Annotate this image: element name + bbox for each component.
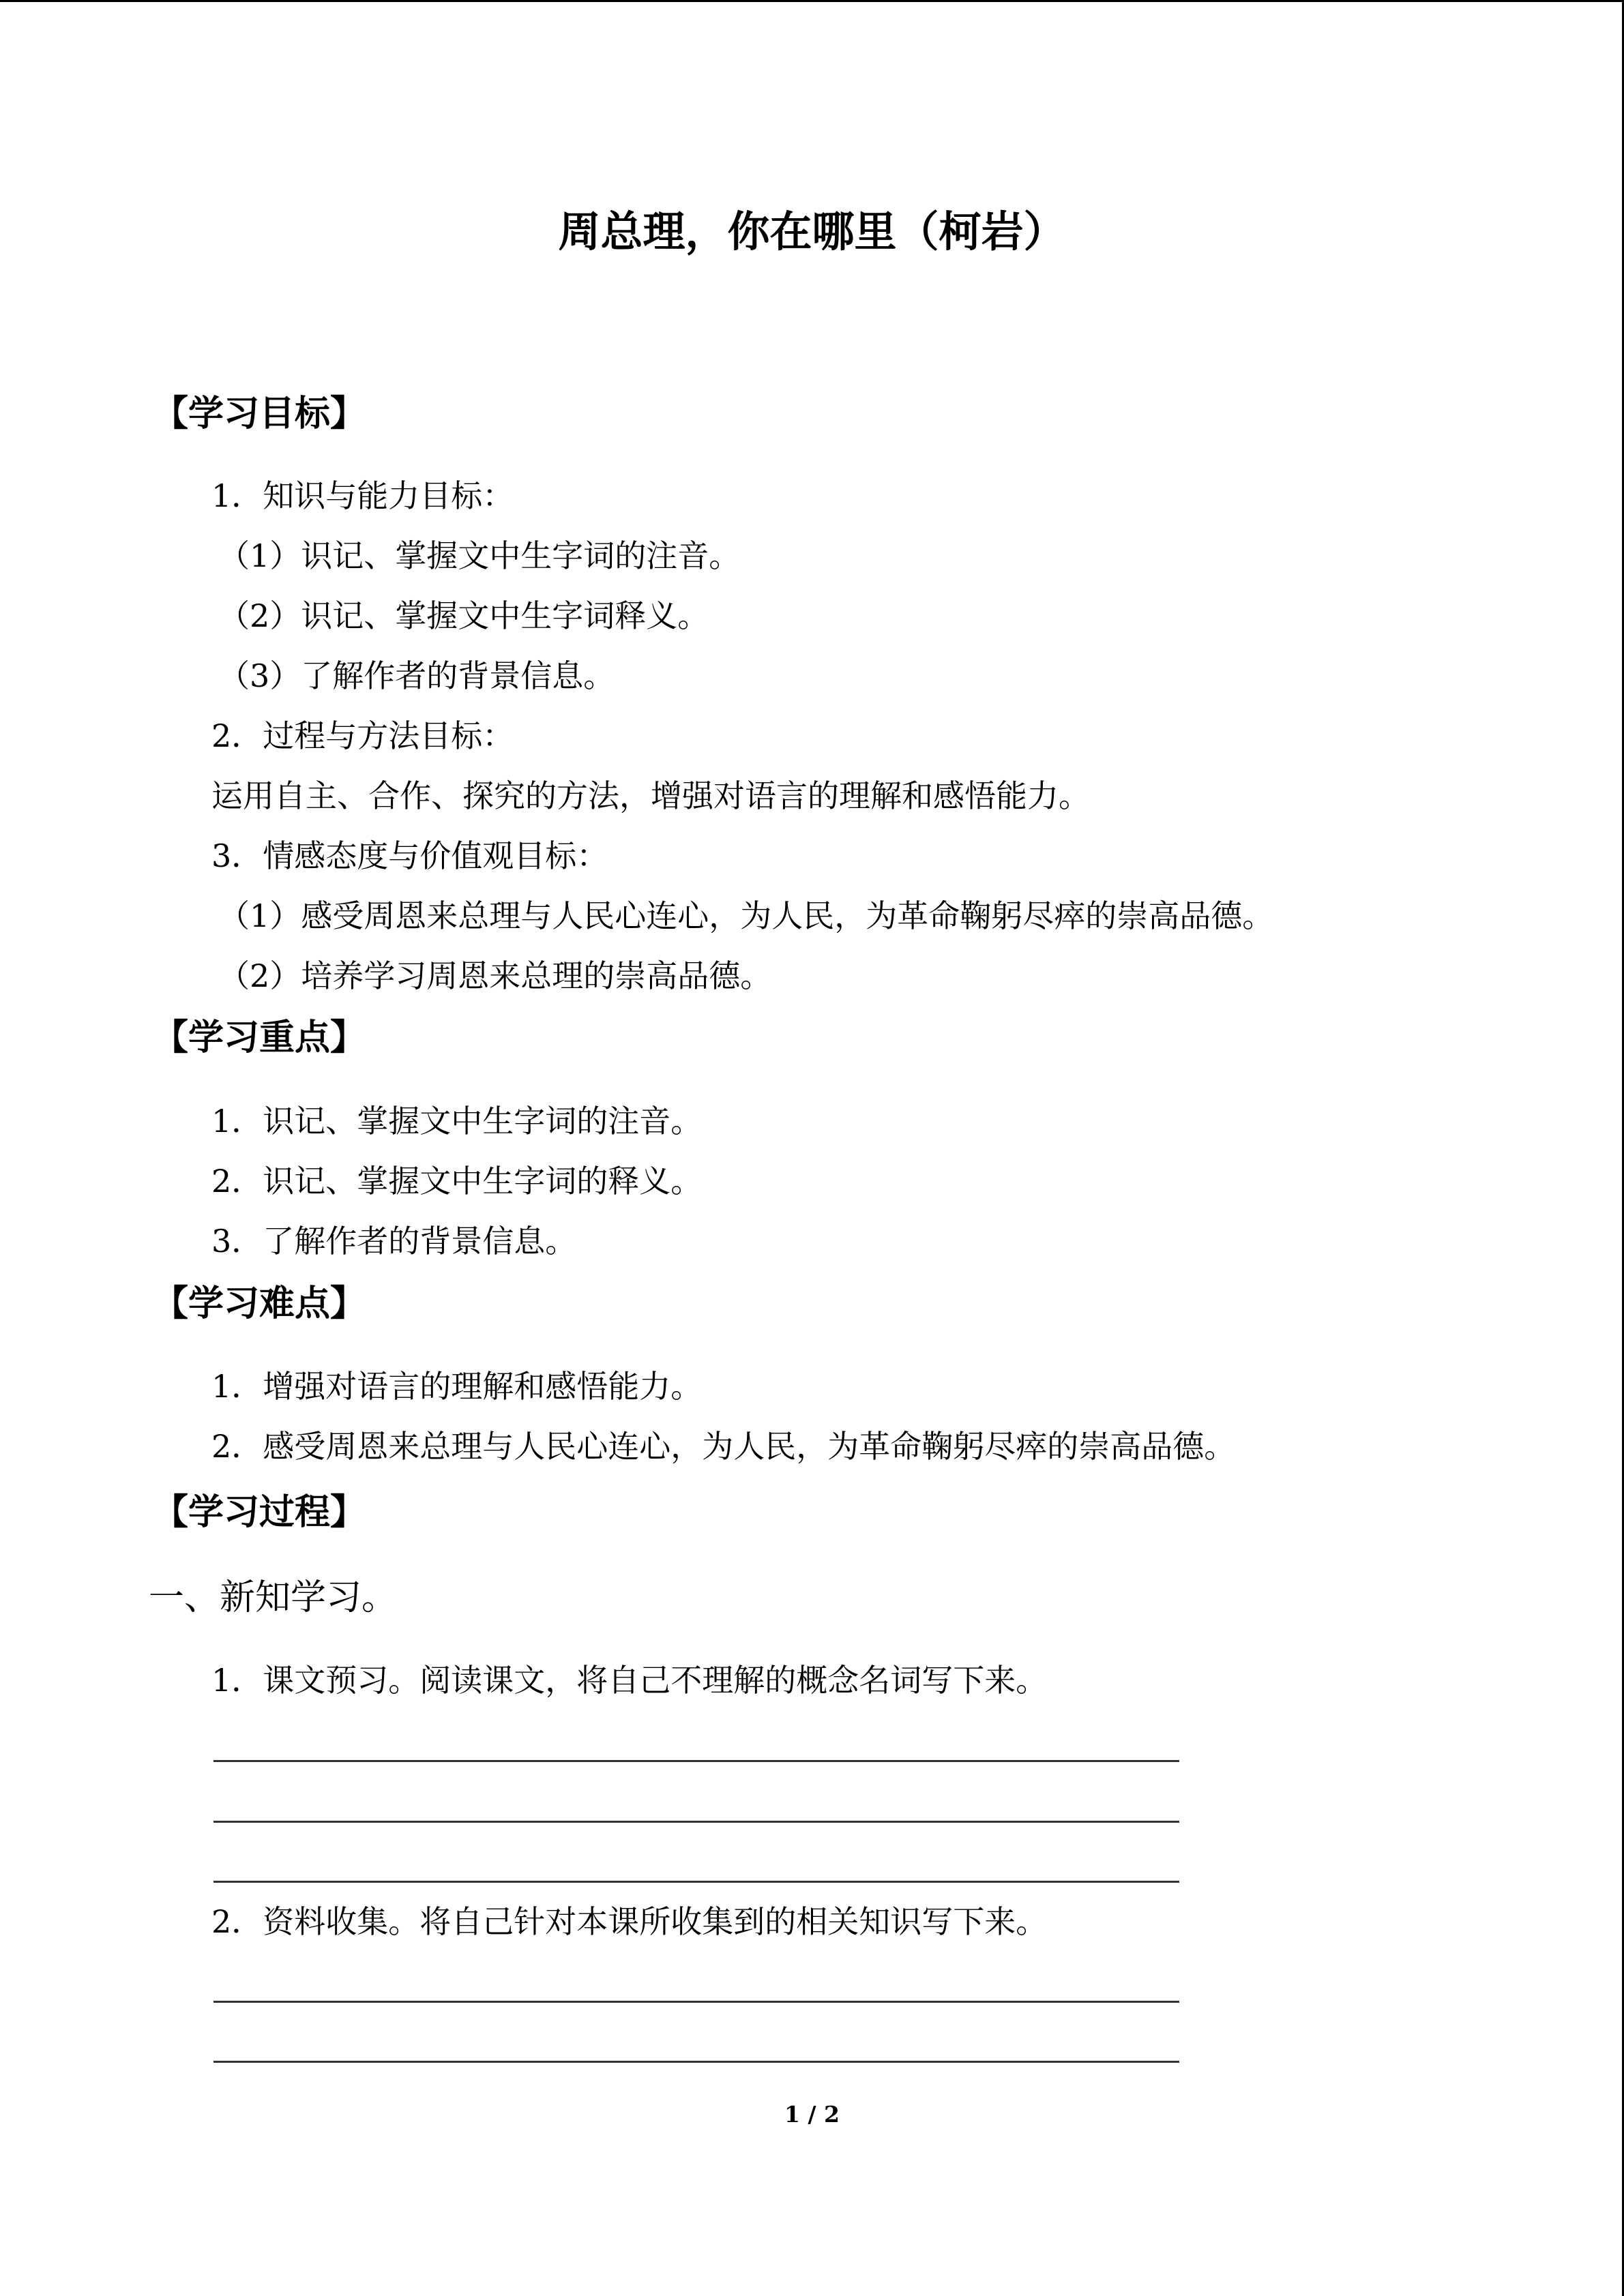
objective-line: （2）识记、掌握文中生字词释义。 [218,597,709,634]
objective-line: （1）感受周恩来总理与人民心连心，为人民，为革命鞠躬尽瘁的崇高品德。 [218,897,1274,934]
key-point-line: 1．识记、掌握文中生字词的注音。 [211,1103,703,1139]
objective-line: 1．知识与能力目标： [211,477,514,514]
objective-line: 2．过程与方法目标： [211,717,514,754]
objective-line: （1）识记、掌握文中生字词的注音。 [218,537,741,574]
key-point-line: 2．识记、掌握文中生字词的释义。 [211,1163,703,1199]
page-border-top [0,0,1624,2]
answer-blank-line[interactable] [213,1760,1179,1762]
section-heading-difficulties: 【学习难点】 [153,1283,366,1324]
page-title: 周总理，你在哪里（柯岩） [558,207,1066,256]
section-heading-key-points: 【学习重点】 [153,1017,366,1058]
answer-blank-line[interactable] [213,2001,1179,2003]
section-heading-process: 【学习过程】 [153,1491,366,1533]
difficulty-line: 2．感受周恩来总理与人民心连心，为人民，为革命鞠躬尽瘁的崇高品德。 [211,1428,1236,1465]
objective-line: （3）了解作者的背景信息。 [218,657,615,694]
answer-blank-line[interactable] [213,1881,1179,1883]
task-preview: 1．课文预习。阅读课文，将自己不理解的概念名词写下来。 [211,1662,1048,1699]
key-point-line: 3．了解作者的背景信息。 [211,1223,577,1259]
page-number: 1 / 2 [784,2101,840,2128]
answer-blank-line[interactable] [213,1821,1179,1823]
objective-line: 3．情感态度与价值观目标： [211,837,608,874]
objective-line: 运用自主、合作、探究的方法，增强对语言的理解和感悟能力。 [211,777,1090,814]
difficulty-line: 1．增强对语言的理解和感悟能力。 [211,1368,703,1405]
objective-line: （2）培养学习周恩来总理的崇高品德。 [218,957,772,994]
section-heading-objectives: 【学习目标】 [153,393,366,434]
answer-blank-line[interactable] [213,2061,1179,2063]
step-heading-new-knowledge: 一、新知学习。 [149,1577,398,1618]
task-materials: 2．资料收集。将自己针对本课所收集到的相关知识写下来。 [211,1903,1048,1940]
